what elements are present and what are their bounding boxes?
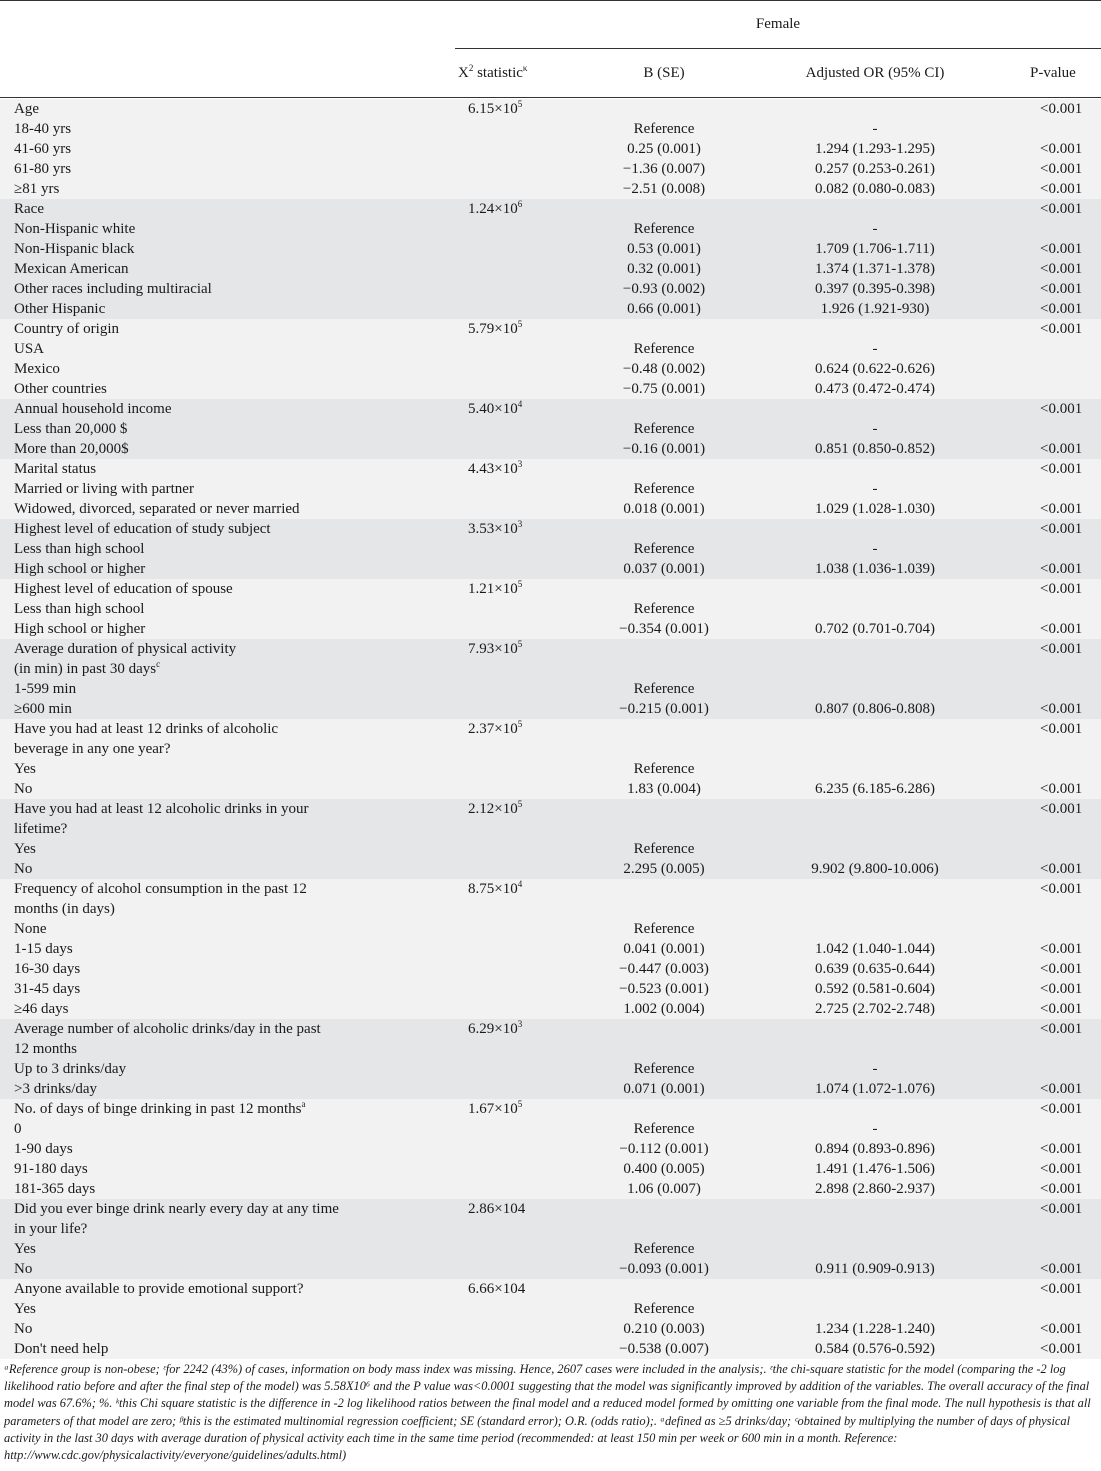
- adjusted-or-cell: -: [872, 421, 878, 437]
- p-value-cell: <0.001: [1040, 881, 1083, 897]
- row-label: Up to 3 drinks/day: [14, 1061, 127, 1077]
- b-se-cell: −0.48 (0.002): [622, 361, 706, 377]
- table-row: [0, 1239, 1101, 1259]
- header-bottom-rule: [0, 97, 1101, 98]
- table-row: [0, 1079, 1101, 1099]
- table-row: [0, 479, 1101, 499]
- table-footnote: [0, 1361, 1101, 1471]
- table-row: [0, 119, 1101, 139]
- adjusted-or-cell: 1.926 (1.921-930): [820, 301, 930, 317]
- p-value-cell: <0.001: [1040, 581, 1083, 597]
- p-value-cell: <0.001: [1040, 241, 1083, 257]
- table-row: [0, 439, 1101, 459]
- row-label: Frequency of alcohol consumption in the past 12: [14, 881, 307, 897]
- table-row: [0, 1319, 1101, 1339]
- adjusted-or-cell: 0.397 (0.395-0.398): [815, 281, 935, 297]
- b-se-cell: −1.36 (0.007): [622, 161, 706, 177]
- row-label: 18-40 yrs: [14, 121, 72, 137]
- row-label: Mexican American: [14, 261, 129, 277]
- b-se-cell: −0.538 (0.007): [619, 1341, 709, 1357]
- row-label: Did you ever binge drink nearly every day at any time: [14, 1201, 339, 1217]
- table-row: [0, 499, 1101, 519]
- adjusted-or-cell: 6.235 (6.185-6.286): [815, 781, 935, 797]
- p-value-cell: <0.001: [1040, 781, 1083, 797]
- p-value-cell: <0.001: [1040, 1201, 1083, 1217]
- table-row: [0, 239, 1101, 259]
- b-se-cell: −2.51 (0.008): [622, 181, 706, 197]
- b-se-cell: −0.354 (0.001): [619, 621, 709, 637]
- adjusted-or-cell: 0.624 (0.622-0.626): [815, 361, 935, 377]
- row-label: Yes: [14, 1241, 36, 1257]
- adjusted-or-cell: 1.042 (1.040-1.044): [815, 941, 935, 957]
- variable-group: [0, 719, 1101, 799]
- adjusted-or-cell: -: [872, 341, 878, 357]
- p-value-cell: <0.001: [1040, 1081, 1083, 1097]
- b-se-cell: 1.83 (0.004): [627, 781, 701, 797]
- row-label: ≥600 min: [14, 701, 72, 717]
- table-body: [0, 99, 1101, 1359]
- p-value-cell: <0.001: [1040, 201, 1083, 217]
- p-value-cell: <0.001: [1040, 1321, 1083, 1337]
- table-row: [0, 979, 1101, 999]
- adjusted-or-cell: 1.038 (1.036-1.039): [815, 561, 935, 577]
- table-row: [0, 879, 1101, 899]
- p-value-cell: <0.001: [1040, 1181, 1083, 1197]
- adjusted-or-cell: 9.902 (9.800-10.006): [811, 861, 939, 877]
- chi-square-cell: $1.21\times 10^5$: [468, 579, 523, 597]
- b-se-cell: 0.66 (0.001): [627, 301, 701, 317]
- adjusted-or-cell: 0.851 (0.850-0.852): [815, 441, 935, 457]
- col-header-b-se: B (SE): [643, 65, 685, 81]
- row-label: More than 20,000$: [14, 441, 129, 457]
- adjusted-or-cell: 0.473 (0.472-0.474): [815, 381, 935, 397]
- col-header-adjusted-or: Adjusted OR (95% CI): [805, 65, 945, 81]
- row-label: Have you had at least 12 alcoholic drinks in your: [14, 801, 309, 817]
- p-value-cell: <0.001: [1040, 141, 1083, 157]
- b-se-cell: Reference: [633, 221, 695, 237]
- b-se-cell: Reference: [633, 1061, 695, 1077]
- table-row: [0, 1219, 1101, 1239]
- b-se-cell: Reference: [633, 921, 695, 937]
- row-label: months (in days): [14, 901, 115, 917]
- table-row: [0, 279, 1101, 299]
- b-se-cell: Reference: [633, 481, 695, 497]
- p-value-cell: <0.001: [1040, 101, 1083, 117]
- row-label: Average duration of physical activity: [14, 641, 237, 657]
- table-row: [0, 1159, 1101, 1179]
- p-value-cell: <0.001: [1040, 801, 1083, 817]
- chi-square-cell: $5.40\times 10^4$: [468, 399, 523, 417]
- row-label: Highest level of education of study subject: [14, 521, 271, 537]
- b-se-cell: −0.447 (0.003): [619, 961, 709, 977]
- p-value-cell: <0.001: [1040, 1021, 1083, 1037]
- b-se-cell: −0.93 (0.002): [622, 281, 706, 297]
- b-se-cell: 0.53 (0.001): [627, 241, 701, 257]
- variable-group: [0, 319, 1101, 399]
- col-header-chi-square: $X^2$ statistic$^\kappa$: [458, 63, 528, 81]
- row-label: Age: [14, 101, 39, 117]
- row-label: ≥46 days: [14, 1001, 69, 1017]
- row-label: High school or higher: [14, 561, 146, 577]
- b-se-cell: 0.071 (0.001): [623, 1081, 705, 1097]
- table-row: [0, 139, 1101, 159]
- table-row: [0, 299, 1101, 319]
- variable-group: [0, 1279, 1101, 1359]
- adjusted-or-cell: 1.491 (1.476-1.506): [815, 1161, 935, 1177]
- row-label: Non-Hispanic white: [14, 221, 136, 237]
- table-row: [0, 199, 1101, 219]
- b-se-cell: 0.400 (0.005): [623, 1161, 705, 1177]
- table-row: [0, 1059, 1101, 1079]
- p-value-cell: <0.001: [1040, 861, 1083, 877]
- row-label: Married or living with partner: [14, 481, 194, 497]
- chi-square-cell: $2.12\times 10^5$: [468, 799, 523, 817]
- p-value-cell: <0.001: [1040, 1261, 1083, 1277]
- table-row: [0, 419, 1101, 439]
- b-se-cell: Reference: [633, 541, 695, 557]
- variable-group: [0, 199, 1101, 319]
- b-se-cell: 1.002 (0.004): [623, 1001, 705, 1017]
- table-row: [0, 319, 1101, 339]
- row-label: 1-15 days: [14, 941, 73, 957]
- row-label: 41-60 yrs: [14, 141, 72, 157]
- adjusted-or-cell: -: [872, 1121, 878, 1137]
- table-row: [0, 599, 1101, 619]
- b-se-cell: 0.018 (0.001): [623, 501, 705, 517]
- row-label: Anyone available to provide emotional support?: [14, 1281, 304, 1297]
- b-se-cell: Reference: [633, 1121, 695, 1137]
- adjusted-or-cell: 1.029 (1.028-1.030): [815, 501, 935, 517]
- b-se-cell: 0.32 (0.001): [627, 261, 701, 277]
- adjusted-or-cell: -: [872, 221, 878, 237]
- adjusted-or-cell: 2.725 (2.702-2.748): [815, 1001, 935, 1017]
- table-row: [0, 579, 1101, 599]
- variable-group: [0, 1099, 1101, 1199]
- variable-group: [0, 99, 1101, 199]
- variable-group: [0, 399, 1101, 459]
- row-label: Other Hispanic: [14, 301, 106, 317]
- variable-group: [0, 879, 1101, 1019]
- p-value-cell: <0.001: [1040, 261, 1083, 277]
- table-row: [0, 759, 1101, 779]
- group-header-female: Female: [755, 16, 801, 32]
- row-label: No. of days of binge drinking in past 12 months$^a$: [14, 1099, 306, 1117]
- b-se-cell: −0.75 (0.001): [622, 381, 706, 397]
- b-se-cell: 0.25 (0.001): [627, 141, 701, 157]
- row-label: 1-599 min: [14, 681, 77, 697]
- row-label: Race: [14, 201, 44, 217]
- row-label: No: [14, 1261, 33, 1277]
- variable-group: [0, 1019, 1101, 1099]
- row-label: Country of origin: [14, 321, 119, 337]
- table-top-rule: [0, 0, 1101, 1]
- chi-square-cell: $1.24\times 10^6$: [468, 199, 523, 217]
- table-row: [0, 859, 1101, 879]
- col-header-p-value: P-value: [1030, 65, 1076, 81]
- adjusted-or-cell: 0.257 (0.253-0.261): [815, 161, 935, 177]
- table-row: [0, 1279, 1101, 1299]
- b-se-cell: Reference: [633, 1301, 695, 1317]
- variable-group: [0, 639, 1101, 719]
- row-label: 61-80 yrs: [14, 161, 72, 177]
- row-label: Have you had at least 12 drinks of alcoholic: [14, 721, 279, 737]
- adjusted-or-cell: -: [872, 1061, 878, 1077]
- chi-square-cell: $4.43\times 10^3$: [468, 459, 523, 477]
- table-row: [0, 399, 1101, 419]
- row-label: Average number of alcoholic drinks/day in the past: [14, 1021, 321, 1037]
- row-label: Other races including multiracial: [14, 281, 212, 297]
- b-se-cell: Reference: [633, 421, 695, 437]
- row-label: Mexico: [14, 361, 60, 377]
- chi-square-cell: $6.15\times 10^5$: [468, 99, 523, 117]
- table-row: [0, 519, 1101, 539]
- table-row: [0, 839, 1101, 859]
- p-value-cell: <0.001: [1040, 721, 1083, 737]
- b-se-cell: −0.523 (0.001): [619, 981, 709, 997]
- table-row: [0, 459, 1101, 479]
- p-value-cell: <0.001: [1040, 941, 1083, 957]
- table-row: [0, 639, 1101, 659]
- p-value-cell: <0.001: [1040, 401, 1083, 417]
- chi-square-cell: $1.67\times 10^5$: [468, 1099, 523, 1117]
- chi-square-cell: $7.93\times 10^5$: [468, 639, 523, 657]
- table-row: [0, 799, 1101, 819]
- row-label: Yes: [14, 761, 36, 777]
- table-row: [0, 899, 1101, 919]
- b-se-cell: −0.16 (0.001): [622, 441, 706, 457]
- row-label: 91-180 days: [14, 1161, 88, 1177]
- b-se-cell: 1.06 (0.007): [627, 1181, 701, 1197]
- row-label: Other countries: [14, 381, 107, 397]
- row-label: (in min) in past 30 days$^c$: [14, 659, 161, 677]
- table-row: [0, 1259, 1101, 1279]
- row-label: Yes: [14, 841, 36, 857]
- table-row: [0, 159, 1101, 179]
- p-value-cell: <0.001: [1040, 1281, 1083, 1297]
- table-row: [0, 1099, 1101, 1119]
- footnote-text: ᵃReference group is non-obese; ᵋfor 2242 (43%) of cases, information on body mass index was missing. Hence, 2607 cases were included in the analysis;. ᵋthe chi-square statistic for the model (comparing the -2 log likelihood ratio before and after the final step of the model) was 5.58X10⁶ and the P value was<0.0001 suggesting that the model was significantly improved by addition of the variables. The overall accuracy of the final model was 67.6%; %. ᵏthis Chi square statistic is the difference in -2 log likelihood ratios between the final model and a reduced model formed by omitting one variable from the final mode. The null hypothesis is that all parameters of that model are zero; ᵝthis is the estimated multinomial regression coefficient; SE (standard error); O.R. (odds ratio);. ᵃdefined as ≥5 drinks/day; ᶜobtained by multiplying the number of days of physical activity in the last 30 days with average duration of physical activity each time in the same time period (recommended: at least 150 min per week or 600 min in a month. Reference: http://www.cdc.gov/physicalactivity/everyone/guidelines/adults.html): [4, 1362, 1091, 1463]
- adjusted-or-cell: 2.898 (2.860-2.937): [815, 1181, 935, 1197]
- adjusted-or-cell: 0.807 (0.806-0.808): [815, 701, 935, 717]
- row-label: 0: [14, 1121, 22, 1137]
- p-value-cell: <0.001: [1040, 301, 1083, 317]
- table-row: [0, 619, 1101, 639]
- p-value-cell: <0.001: [1040, 281, 1083, 297]
- row-label: High school or higher: [14, 621, 146, 637]
- p-value-cell: <0.001: [1040, 461, 1083, 477]
- b-se-cell: 2.295 (0.005): [623, 861, 705, 877]
- table-row: [0, 959, 1101, 979]
- p-value-cell: <0.001: [1040, 561, 1083, 577]
- chi-square-cell: $3.53\times 10^3$: [468, 519, 523, 537]
- p-value-cell: <0.001: [1040, 1141, 1083, 1157]
- table-row: [0, 259, 1101, 279]
- table-row: [0, 379, 1101, 399]
- adjusted-or-cell: 1.074 (1.072-1.076): [815, 1081, 935, 1097]
- p-value-cell: <0.001: [1040, 501, 1083, 517]
- p-value-cell: <0.001: [1040, 1001, 1083, 1017]
- row-label: No: [14, 861, 33, 877]
- b-se-cell: 0.037 (0.001): [623, 561, 705, 577]
- row-label: 16-30 days: [14, 961, 81, 977]
- b-se-cell: Reference: [633, 681, 695, 697]
- table-row: [0, 359, 1101, 379]
- adjusted-or-cell: -: [872, 121, 878, 137]
- table-row: [0, 1179, 1101, 1199]
- adjusted-or-cell: 0.894 (0.893-0.896): [815, 1141, 935, 1157]
- p-value-cell: <0.001: [1040, 701, 1083, 717]
- table-row: [0, 699, 1101, 719]
- chi-square-cell: $8.75\times 10^4$: [468, 879, 523, 897]
- table-row: [0, 1039, 1101, 1059]
- table-row: [0, 559, 1101, 579]
- p-value-cell: <0.001: [1040, 321, 1083, 337]
- table-row: [0, 99, 1101, 119]
- row-label: 31-45 days: [14, 981, 81, 997]
- row-label: Less than high school: [14, 541, 145, 557]
- adjusted-or-cell: 1.709 (1.706-1.711): [815, 241, 935, 257]
- row-label: lifetime?: [14, 821, 68, 837]
- b-se-cell: −0.112 (0.001): [619, 1141, 709, 1157]
- row-label: No: [14, 781, 33, 797]
- row-label: Annual household income: [14, 401, 172, 417]
- table-row: [0, 1019, 1101, 1039]
- row-label: beverage in any one year?: [14, 741, 171, 757]
- adjusted-or-cell: 0.911 (0.909-0.913): [815, 1261, 935, 1277]
- p-value-cell: <0.001: [1040, 1101, 1083, 1117]
- table-row: [0, 539, 1101, 559]
- row-label: 1-90 days: [14, 1141, 73, 1157]
- table-row: [0, 1199, 1101, 1219]
- row-label: No: [14, 1321, 33, 1337]
- row-label: Less than high school: [14, 601, 145, 617]
- b-se-cell: Reference: [633, 1241, 695, 1257]
- variable-group: [0, 799, 1101, 879]
- row-label: Less than 20,000 $: [14, 421, 128, 437]
- variable-group: [0, 1199, 1101, 1279]
- b-se-cell: −0.215 (0.001): [619, 701, 709, 717]
- b-se-cell: Reference: [633, 341, 695, 357]
- adjusted-or-cell: 0.082 (0.080-0.083): [815, 181, 935, 197]
- row-label: Non-Hispanic black: [14, 241, 135, 257]
- table-row: [0, 219, 1101, 239]
- adjusted-or-cell: 0.584 (0.576-0.592): [815, 1341, 935, 1357]
- p-value-cell: <0.001: [1040, 981, 1083, 997]
- adjusted-or-cell: 1.294 (1.293-1.295): [815, 141, 935, 157]
- adjusted-or-cell: 1.234 (1.228-1.240): [815, 1321, 935, 1337]
- table-row: [0, 1339, 1101, 1359]
- row-label: Don't need help: [14, 1341, 109, 1357]
- adjusted-or-cell: -: [872, 481, 878, 497]
- b-se-cell: Reference: [633, 121, 695, 137]
- row-label: Widowed, divorced, separated or never married: [14, 501, 300, 517]
- adjusted-or-cell: -: [872, 541, 878, 557]
- table-row: [0, 919, 1101, 939]
- p-value-cell: <0.001: [1040, 521, 1083, 537]
- chi-square-cell: $5.79\times 10^5$: [468, 319, 523, 337]
- p-value-cell: <0.001: [1040, 621, 1083, 637]
- adjusted-or-cell: 0.702 (0.701-0.704): [815, 621, 935, 637]
- row-label: >3 drinks/day: [14, 1081, 98, 1097]
- b-se-cell: 0.210 (0.003): [623, 1321, 705, 1337]
- p-value-cell: <0.001: [1040, 181, 1083, 197]
- b-se-cell: Reference: [633, 841, 695, 857]
- row-label: in your life?: [14, 1221, 88, 1237]
- chi-square-cell: $6.29\times 10^3$: [468, 1019, 523, 1037]
- b-se-cell: Reference: [633, 601, 695, 617]
- row-label: ≥81 yrs: [14, 181, 60, 197]
- p-value-cell: <0.001: [1040, 641, 1083, 657]
- table-row: [0, 939, 1101, 959]
- table-row: [0, 819, 1101, 839]
- p-value-cell: <0.001: [1040, 441, 1083, 457]
- table-row: [0, 179, 1101, 199]
- chi-square-cell: 6.66×104: [468, 1281, 526, 1297]
- table-row: [0, 339, 1101, 359]
- p-value-cell: <0.001: [1040, 961, 1083, 977]
- b-se-cell: Reference: [633, 761, 695, 777]
- variable-group: [0, 579, 1101, 639]
- table-row: [0, 1119, 1101, 1139]
- table-row: [0, 739, 1101, 759]
- row-label: USA: [14, 341, 45, 357]
- row-label: Yes: [14, 1301, 36, 1317]
- variable-group: [0, 519, 1101, 579]
- table-row: [0, 679, 1101, 699]
- table-row: [0, 999, 1101, 1019]
- table-row: [0, 779, 1101, 799]
- b-se-cell: −0.093 (0.001): [619, 1261, 709, 1277]
- variable-group: [0, 459, 1101, 519]
- table-row: [0, 1139, 1101, 1159]
- row-label: Highest level of education of spouse: [14, 581, 233, 597]
- adjusted-or-cell: 0.592 (0.581-0.604): [815, 981, 935, 997]
- row-label: 181-365 days: [14, 1181, 96, 1197]
- adjusted-or-cell: 1.374 (1.371-1.378): [815, 261, 935, 277]
- chi-square-cell: $2.37\times 10^5$: [468, 719, 523, 737]
- p-value-cell: <0.001: [1040, 1161, 1083, 1177]
- chi-square-cell: 2.86×104: [468, 1201, 526, 1217]
- p-value-cell: <0.001: [1040, 161, 1083, 177]
- table-row: [0, 659, 1101, 679]
- row-label: Marital status: [14, 461, 97, 477]
- adjusted-or-cell: 0.639 (0.635-0.644): [815, 961, 935, 977]
- table-row: [0, 719, 1101, 739]
- b-se-cell: 0.041 (0.001): [623, 941, 705, 957]
- table-row: [0, 1299, 1101, 1319]
- row-label: None: [14, 921, 47, 937]
- p-value-cell: <0.001: [1040, 1341, 1083, 1357]
- group-header-rule: [455, 48, 1101, 49]
- row-label: 12 months: [14, 1041, 77, 1057]
